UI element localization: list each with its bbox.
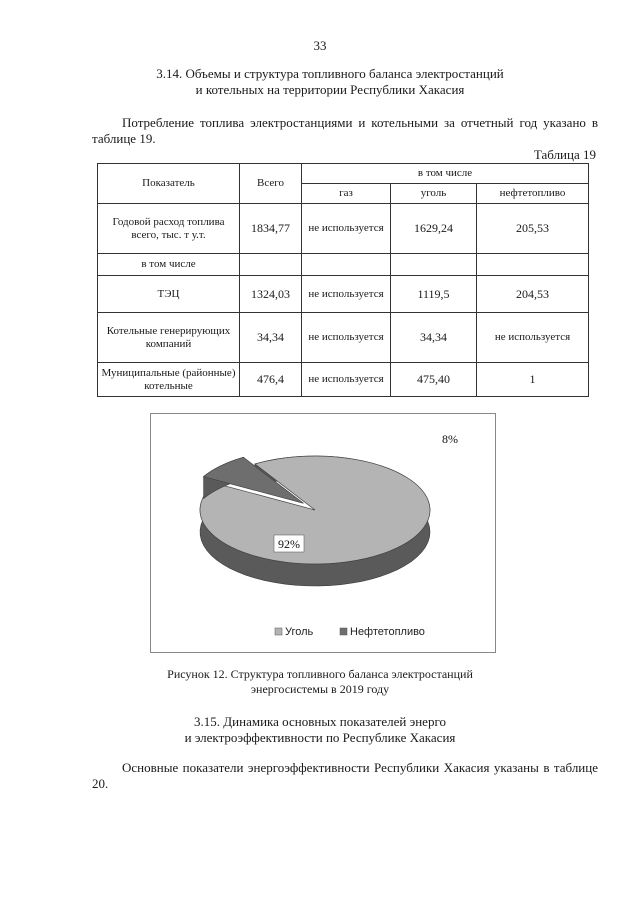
heading-line: и котельных на территории Республики Хакасия <box>195 82 465 97</box>
row-empty <box>477 254 589 276</box>
header-total: Всего <box>240 164 302 204</box>
row-oil: 1 <box>477 363 589 397</box>
row-coal: 475,40 <box>391 363 477 397</box>
heading-line: 3.15. Динамика основных показателей энерго <box>194 714 446 729</box>
row-oil: 204,53 <box>477 276 589 313</box>
heading-line: и электроэффективности по Республике Хакасия <box>184 730 456 745</box>
row-total: 476,4 <box>240 363 302 397</box>
row-empty <box>302 254 391 276</box>
heading-line: 3.14. Объемы и структура топливного баланса электростанций <box>156 66 504 81</box>
table-row <box>98 276 589 313</box>
row-name: Годовой расход топлива всего, тыс. т у.т. <box>98 204 240 254</box>
row-total: 34,34 <box>240 313 302 363</box>
paragraph-energy-efficiency: Основные показатели энергоэффективности Республики Хакасия указаны в таблице 20. <box>92 760 598 791</box>
row-gas: не используется <box>302 363 391 397</box>
section-heading-3-15 <box>130 714 510 746</box>
fuel-balance-pie-chart <box>150 413 496 653</box>
row-oil: не используется <box>477 313 589 363</box>
header-indicator: Показатель <box>98 164 240 204</box>
row-coal: 1119,5 <box>391 276 477 313</box>
row-gas: не используется <box>302 276 391 313</box>
row-gas: не используется <box>302 204 391 254</box>
paragraph-fuel-consumption: Потребление топлива электростанциями и котельными за отчетный год указано в таблице 19. <box>92 115 598 146</box>
header-oil: нефтетопливо <box>477 184 589 204</box>
header-including: в том числе <box>302 164 589 184</box>
row-gas: не используется <box>302 313 391 363</box>
table-row <box>98 363 589 397</box>
caption-line: Рисунок 12. Структура топливного баланса электростанций <box>167 667 473 681</box>
row-total: 1324,03 <box>240 276 302 313</box>
row-total: 1834,77 <box>240 204 302 254</box>
table-row <box>98 313 589 363</box>
row-empty <box>391 254 477 276</box>
legend-label: Нефтетопливо <box>350 626 425 638</box>
header-gas: газ <box>302 184 391 204</box>
pie-layer <box>200 432 458 586</box>
legend-swatch <box>340 628 347 635</box>
header-coal: уголь <box>391 184 477 204</box>
row-name: Котельные генерирующих компаний <box>98 313 240 363</box>
row-coal: 34,34 <box>391 313 477 363</box>
caption-line: энергосистемы в 2019 году <box>250 682 390 696</box>
chart-legend <box>275 626 425 638</box>
table-caption: Таблица 19 <box>533 147 596 162</box>
fuel-balance-table <box>97 163 589 397</box>
legend-label: Уголь <box>285 626 314 638</box>
row-name: ТЭЦ <box>98 276 240 313</box>
row-including: в том числе <box>98 254 240 276</box>
row-coal: 1629,24 <box>391 204 477 254</box>
data-label: 92% <box>278 537 300 551</box>
data-label: 8% <box>442 432 458 446</box>
table-row <box>98 204 589 254</box>
legend-swatch <box>275 628 282 635</box>
section-heading-3-14 <box>120 66 540 98</box>
row-oil: 205,53 <box>477 204 589 254</box>
row-name: Муниципальные (районные) котельные <box>98 363 240 397</box>
figure-caption <box>130 667 510 697</box>
page-number: 33 <box>313 38 327 53</box>
row-empty <box>240 254 302 276</box>
table-row <box>98 254 589 276</box>
